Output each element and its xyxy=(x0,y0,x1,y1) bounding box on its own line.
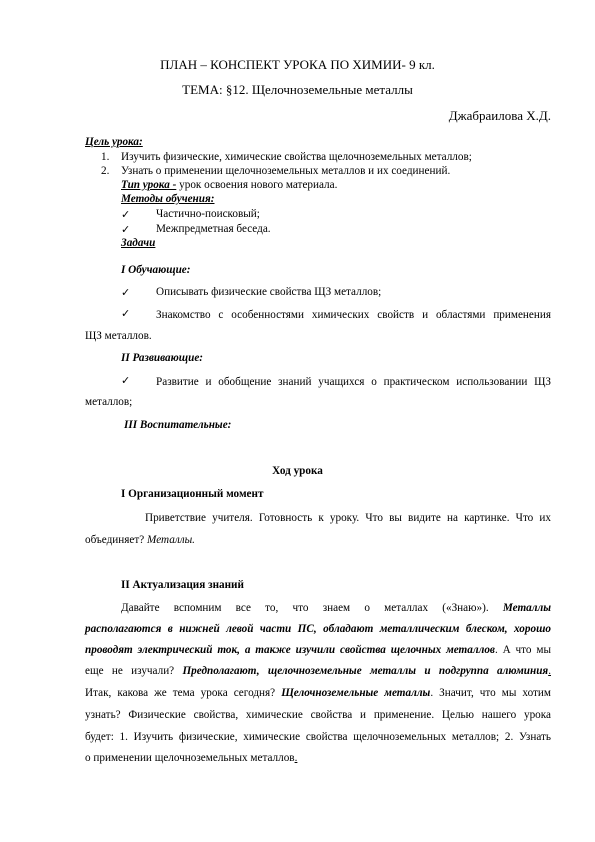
p1-emph: Металлы xyxy=(502,602,551,614)
goals-heading: Цель урока: xyxy=(85,136,143,148)
p4-end: . xyxy=(548,665,551,677)
p4-emph: Предполагают, щелочноземельные металлы и подгруппа алюминия xyxy=(182,665,549,677)
goal-text: Изучить физические, химические свойства щелочноземельных металлов; xyxy=(121,151,472,163)
p8-end: . xyxy=(294,752,298,764)
goal-item-2 xyxy=(101,165,451,177)
p8-text: о применении щелочноземельных металлов xyxy=(85,752,295,764)
p4-text: еще не изучали? xyxy=(85,665,183,677)
developing-text-line2: металлов; xyxy=(85,396,133,408)
teaching-item-2 xyxy=(121,307,130,320)
paragraph-line-2: располагаются в нижней левой части ПС, обладают металлическим блеском, хорошо xyxy=(85,623,551,635)
org-line-1: Приветствие учителя. Готовность к уроку. Что вы видите на картинке. Что их xyxy=(145,512,551,524)
paragraph-line-1 xyxy=(121,602,551,614)
method-item-2 xyxy=(121,223,271,236)
educational-heading: III Воспитательные: xyxy=(124,419,232,431)
goal-text: Узнать о применении щелочноземельных металлов и их соединений. xyxy=(121,165,451,177)
org-moment-heading: I Организационный момент xyxy=(121,488,264,500)
lesson-type-label: Тип урока - xyxy=(121,179,177,191)
goal-number: 1. xyxy=(101,151,110,163)
checkmark-icon: ✓ xyxy=(121,208,131,221)
actualization-heading: II Актуализация знаний xyxy=(121,579,244,591)
lesson-flow-heading: Ход урока xyxy=(272,465,323,477)
paragraph-line-3 xyxy=(85,644,551,656)
method-text: Межпредметная беседа. xyxy=(156,223,271,235)
p3-emph: проводят электрический ток, а также изучили свойства щелочных металлов xyxy=(85,644,495,656)
goal-number: 2. xyxy=(101,165,110,177)
checkmark-icon: ✓ xyxy=(121,223,131,236)
teaching-text: Описывать физические свойства ЩЗ металлов; xyxy=(156,286,382,298)
developing-item-1 xyxy=(121,374,130,387)
p3-text: . А что мы xyxy=(494,644,551,656)
p5-tail: . Значит, что мы хотим xyxy=(430,687,551,699)
teaching-text-line1: Знакомство с особенностями химических свойств и областями применения xyxy=(156,309,551,321)
org-answer: Металлы. xyxy=(147,534,195,546)
author-name: Джабраилова Х.Д. xyxy=(448,108,551,123)
teaching-heading: I Обучающие: xyxy=(121,264,191,276)
plan-title: ПЛАН – КОНСПЕКТ УРОКА ПО ХИМИИ- 9 кл. xyxy=(160,57,435,72)
p5-text: Итак, какова же тема урока сегодня? xyxy=(85,687,282,699)
org-question: объединяет? xyxy=(85,534,148,546)
goal-item-1 xyxy=(101,151,472,163)
method-item-1 xyxy=(121,208,260,221)
lesson-topic: ТЕМА: §12. Щелочноземельные металлы xyxy=(182,82,413,97)
p6-text: узнать? Физические свойства, химические свойства и применение xyxy=(85,709,432,721)
developing-heading: II Развивающие: xyxy=(121,352,204,364)
checkmark-icon: ✓ xyxy=(121,286,131,299)
teaching-text-line2: ЩЗ металлов. xyxy=(85,330,152,342)
paragraph-line-8 xyxy=(85,752,297,764)
org-line-2 xyxy=(85,534,195,546)
p5-emph: Щелочноземельные металлы xyxy=(281,687,431,699)
method-text: Частично-поисковый; xyxy=(156,208,260,220)
checkmark-icon: ✓ xyxy=(121,374,131,387)
methods-heading: Методы обучения: xyxy=(121,193,215,205)
developing-text-line1: Развитие и обобщение знаний учащихся о практическом использовании ЩЗ xyxy=(156,376,551,388)
lesson-type xyxy=(121,179,337,191)
teaching-item-1 xyxy=(121,286,382,299)
lesson-type-value: урок освоения нового материала. xyxy=(176,179,338,191)
paragraph-line-7: будет: 1. Изучить физические, химические свойства щелочноземельных металлов; 2. Узнать xyxy=(85,731,551,743)
paragraph-line-4 xyxy=(85,665,551,677)
checkmark-icon: ✓ xyxy=(121,307,131,320)
tasks-heading: Задачи xyxy=(121,237,156,249)
paragraph-line-5 xyxy=(85,687,551,699)
paragraph-line-6 xyxy=(85,709,551,721)
p6-tail: . Целью нашего урока xyxy=(431,709,551,721)
p1-text: Давайте вспомним все то, что знаем о металлах («Знаю»). xyxy=(121,602,503,614)
